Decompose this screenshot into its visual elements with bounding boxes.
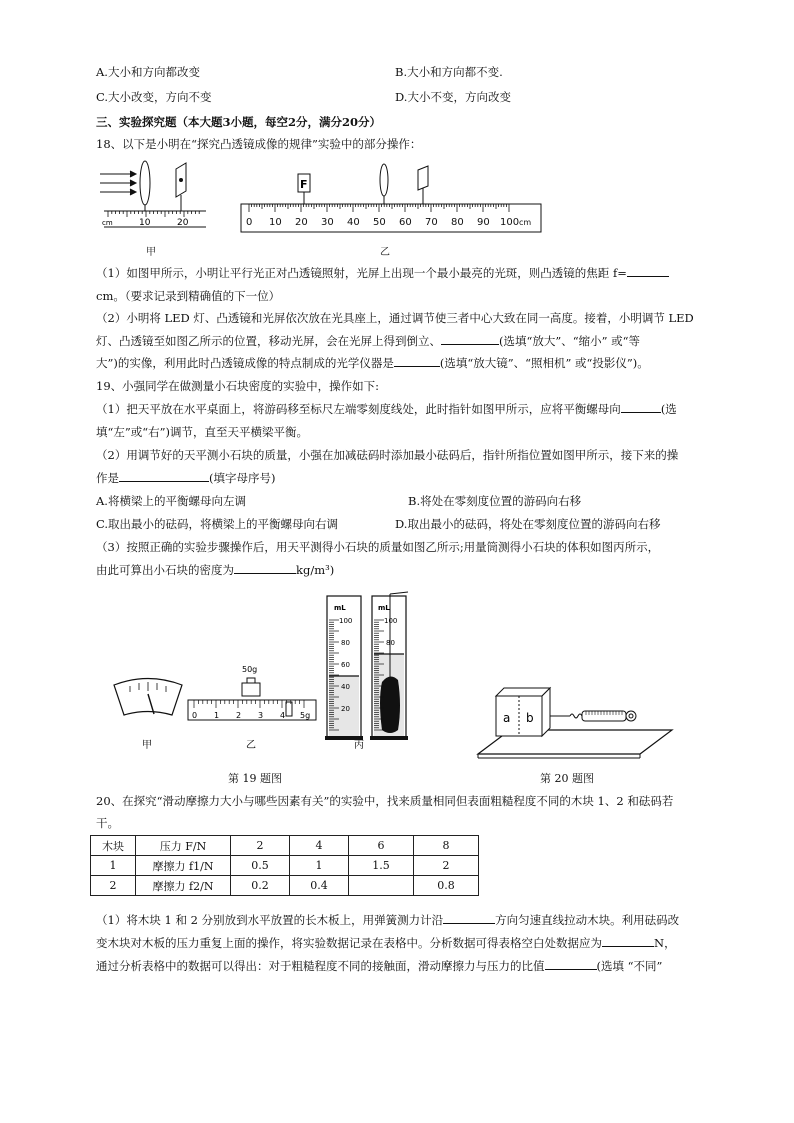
ruler-yi-tick-label: 70 [425, 217, 438, 228]
q18-fig-yi-label: 乙 [380, 247, 390, 258]
q19-caption: 第 19 题图 [228, 772, 282, 785]
table-cell: 2 [231, 836, 290, 856]
table-row-2 [91, 876, 479, 896]
q17-option-c: C.大小改变，方向不变 [96, 90, 212, 104]
cyl1-tick-60: 60 [341, 661, 350, 669]
table-cell: 1 [91, 856, 136, 876]
q19-stem: 19、小强同学在做测量小石块密度的实验中，操作如下: [96, 379, 380, 393]
q18-figure-yi [236, 160, 546, 240]
table-cell: 0.5 [231, 856, 290, 876]
q18-p2-b: 灯、凸透镜至如图乙所示的位置，移动光屏，会在光屏上得到倒立、 (选填“放大”、“缩小” 或“等 [96, 334, 641, 348]
table-cell: 木块 [91, 836, 136, 856]
friction-data-table [90, 835, 479, 896]
q19-p1-b: 填“左”或“右”)调节，直至天平横梁平衡。 [96, 425, 309, 439]
block-a-label: a [503, 711, 511, 725]
q19-p2-a: （2）用调节好的天平测小石块的质量，小强在加减砝码时添加最小砝码后，指针所指位置如图甲所示，接下来的操 [96, 448, 679, 462]
table-cell-blank [349, 876, 414, 896]
q18-stem: 18、以下是小明在“探究凸透镜成像的规律”实验中的部分操作： [96, 137, 422, 151]
ruler-yi-tick-label: 100 [500, 217, 520, 228]
q19-option-a: A.将横梁上的平衡螺母向左调 [96, 494, 246, 508]
ruler-yi-tick-label: 50 [373, 217, 386, 228]
q17-option-b: B.大小和方向都不变. [395, 65, 503, 79]
table-row-header [91, 836, 479, 856]
table-cell: 2 [91, 876, 136, 896]
block-b-label: b [526, 711, 534, 725]
ruler-yi-tick-label: 90 [477, 217, 490, 228]
table-cell: 摩擦力 f2/N [136, 876, 231, 896]
q20-stem-b: 干。 [96, 816, 119, 830]
q19-fig-bing-label: 丙 [354, 740, 364, 751]
q19-p3-b: 由此可算出小石块的密度为 kg/m³) [96, 563, 335, 577]
scale-tick-3: 3 [258, 711, 264, 720]
cyl1-tick-40: 40 [341, 683, 350, 691]
table-cell: 0.2 [231, 876, 290, 896]
q18-p1-a: （1）如图甲所示，小明让平行光正对凸透镜照射，光屏上出现一个最小最亮的光斑，则凸透镜的焦距 f= [96, 265, 669, 281]
ruler-jia-unit: cm [102, 219, 113, 227]
ruler-yi-tick-label: 60 [399, 217, 412, 228]
q20-p1-a: （1）将木块 1 和 2 分别放到水平放置的长木板上，用弹簧测力计沿 方向匀速直线拉动木块。利用砝码改 [96, 913, 680, 927]
ruler-jia-tick-10: 10 [139, 218, 151, 228]
q19-option-d: D.取出最小的砝码，将处在零刻度位置的游码向右移 [395, 517, 661, 531]
ruler-yi-tick-label: 80 [451, 217, 464, 228]
ruler-yi-tick-label: 0 [246, 217, 253, 228]
ruler-yi-tick-label: 10 [269, 217, 282, 228]
led-f-label: F [300, 178, 308, 191]
cyl1-unit: mL [334, 604, 346, 612]
q18-p2-c: 大”)的实像，利用此时凸透镜成像的特点制成的光学仪器是 (选填“放大镜”、“照相机” 或“投影仪”)。 [96, 356, 649, 370]
table-cell: 0.8 [414, 876, 479, 896]
table-cell: 压力 F/N [136, 836, 231, 856]
q17-option-a: A.大小和方向都改变 [96, 65, 200, 79]
ruler-yi-tick-label: 20 [295, 217, 308, 228]
scale-tick-4: 4 [280, 711, 286, 720]
q19-fig-yi-label: 乙 [246, 740, 256, 751]
q19-option-b: B.将处在零刻度位置的游码向右移 [408, 494, 582, 508]
scale-tick-0: 0 [192, 711, 198, 720]
q19-p3-a: （3）按照正确的实验步骤操作后，用天平测得小石块的质量如图乙所示;用量筒测得小石块的体积如图丙所示， [96, 540, 660, 554]
q20-stem-a: 20、在探究“滑动摩擦力大小与哪些因素有关”的实验中，找来质量相同但表面粗糙程度不同的木块 1、2 和砝码若 [96, 794, 674, 808]
scale-tick-1: 1 [214, 711, 220, 720]
q19-option-c: C.取出最小的砝码，将横梁上的平衡螺母向右调 [96, 517, 339, 531]
ruler-yi-tick-label: 40 [347, 217, 360, 228]
cyl2-tick-80: 80 [386, 639, 395, 647]
weight-label: 50g [242, 665, 258, 674]
cyl1-tick-100: 100 [339, 617, 353, 625]
table-cell: 摩擦力 f1/N [136, 856, 231, 876]
table-cell: 1.5 [349, 856, 414, 876]
q19-p1-a: （1）把天平放在水平桌面上，将游码移至标尺左端零刻度线处，此时指针如图甲所示，应将平衡螺母向 (选 [96, 402, 677, 416]
q18-fig-jia-label: 甲 [146, 247, 156, 258]
table-cell: 1 [290, 856, 349, 876]
table-row-1 [91, 856, 479, 876]
q20-caption: 第 20 题图 [540, 772, 594, 785]
q18-p1-b: cm。（要求记录到精确值的下一位） [96, 289, 281, 303]
ruler-yi-tick-label: 30 [321, 217, 334, 228]
section3-title: 三、实验探究题（本大题3小题，每空2分，满分20分） [96, 115, 382, 129]
scale-tick-5: 5g [300, 711, 311, 720]
ruler-jia-tick-20: 20 [177, 218, 189, 228]
q19-fig-jia-label: 甲 [142, 740, 152, 751]
cyl2-unit: mL [378, 604, 390, 612]
q19-figures [108, 590, 428, 765]
q20-figure [470, 680, 680, 760]
q20-p1-c: 通过分析表格中的数据可以得出：对于粗糙程度不同的接触面，滑动摩擦力与压力的比值 (选填 “不同” [96, 959, 663, 973]
table-cell: 4 [290, 836, 349, 856]
table-cell: 2 [414, 856, 479, 876]
scale-tick-2: 2 [236, 711, 242, 720]
q18-figure-jia [96, 155, 211, 240]
table-cell: 8 [414, 836, 479, 856]
table-cell: 0.4 [290, 876, 349, 896]
q18-p2-a: （2）小明将 LED 灯、凸透镜和光屏依次放在光具座上，通过调节使三者中心大致在同一高度。接着，小明调节 LED [96, 311, 694, 325]
q17-option-d: D.大小不变，方向改变 [395, 90, 511, 104]
q19-p2-b: 作是 (填字母序号) [96, 471, 276, 485]
cyl1-tick-80: 80 [341, 639, 350, 647]
cyl1-tick-20: 20 [341, 705, 350, 713]
table-cell: 6 [349, 836, 414, 856]
cyl2-tick-100: 100 [384, 617, 398, 625]
q20-p1-b: 变木块对木板的压力重复上面的操作，将实验数据记录在表格中。分析数据可得表格空白处数据应为 N， [96, 936, 676, 950]
ruler-yi-unit: cm [519, 218, 532, 227]
